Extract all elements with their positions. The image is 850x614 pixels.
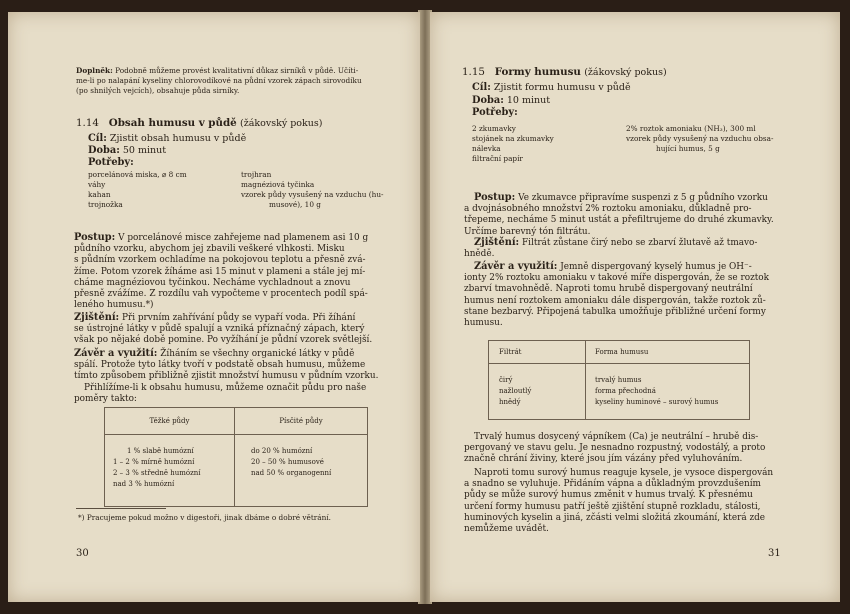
soil-humus-table [104, 407, 368, 507]
conclusion-paragraph: Závěr a využití: Žíháním se všechny organické látky v půdě spálí. Protože tyto látky tvoří v podstatě obsah humusu, můžeme tímto způsobem přibližně zjistit množství humusu v půdním vzorku. Přihlížíme-li k obsahu humusu, můžeme označit půdu pro naše poměry takto: [74, 348, 379, 404]
table-column-filtrate: čirý nažloutlý hnědý [499, 376, 532, 406]
left-page [8, 12, 420, 602]
supplies-left-list: 2 zkumavky stojánek na zkumavky nálevka filtrační papír [472, 124, 554, 163]
section-title: Formy humusu [494, 66, 581, 78]
conclusion-paragraph: Závěr a využití: Jemně dispergovaný kyselý humus je OH⁻- ionty 2% roztoku amoniaku v takové míře dispergován, že se roztok zbarví tmavohnědě. Naproti tomu hrubě dispergovaný neutrální humus není roztokem amoniaku dále dispergován, takže roztok zů- stane bezbarvý. Připojená tabulka umožňuje přibližné určení formy humusu. [464, 261, 770, 329]
humus-form-table [488, 340, 750, 420]
table-header: Písčité půdy [279, 417, 323, 425]
page-number: 31 [768, 548, 781, 559]
right-page [430, 12, 840, 602]
goal-block: Cíl: Zjistit obsah humusu v půdě Doba: 50 minut Potřeby: [88, 133, 247, 168]
table-column-heavy-soils: 1 % slabě humózní 1 – 2 % mírně humózní 2 – 3 % středně humózní nad 3 % humózní [113, 447, 201, 488]
page-number: 30 [76, 548, 89, 559]
table-column-sandy-soils: do 20 % humózní 20 – 50 % humusové nad 50 % organogenní [251, 447, 332, 477]
findings-paragraph: Zjištění: Při prvním zahřívání půdy se vypaří voda. Při žíhání se ústrojné látky v půdě spalují a vzniká příznačný zápach, který však po nějaké době pomine. Po vyžíhání je půdní vzorek světlejší. [74, 312, 373, 346]
supplies-right-list: trojhran magnéziová tyčinka vzorek půdy vysušený na vzduchu (hu- musové), 10 g [241, 170, 384, 209]
table-header: Filtrát [499, 348, 522, 356]
procedure-paragraph: Postup: V porcelánové misce zahřejeme nad plamenem asi 10 g půdního vzorku, abychom jej zbavili veškeré vlhkosti. Misku s půdním vzorkem ochladíme na pokojovou teplotu a přesně zvá- žíme. Potom vzorek žíháme asi 15 minut v plameni a stále jej mí- cháme magnéziovou tyčinkou. Necháme vychladnout a znovu přesně zvážíme. Z rozdílu vah vypočteme v procentech podíl spá- leného humusu.*) [74, 232, 369, 311]
findings-paragraph: Zjištění: Filtrát zůstane čirý nebo se zbarví žlutavě až tmavo- hnědě. [464, 237, 758, 260]
goal-block: Cíl: Zjistit formu humusu v půdě Doba: 10 minut Potřeby: [472, 82, 631, 118]
footnote-divider [76, 508, 166, 509]
supplies-right-list: 2% roztok amoniaku (NH₃), 300 ml vzorek půdy vysušený na vzduchu obsa- hující humus, 5 g [626, 124, 774, 153]
footnote: *) Pracujeme pokud možno v digestoři, jinak dbáme o dobré větrání. [78, 513, 331, 522]
paragraph-raw-humus: Naproti tomu surový humus reaguje kysele, je vysoce dispergován a snadno se vyluhuje. Přidáním vápna a důkladným provzdušením půdy se může surový humus změnit v humus trvalý. K přesnému určení formy humusu patří ještě zjištění stupně rozkladu, stálosti, huminových kyselin a jiná, zčásti velmi složitá zkoumání, která zde nemůžeme uvádět. [464, 468, 774, 535]
supplement-note: Doplněk: Podobně můžeme provést kvalitativní důkaz sirníků v půdě. Učíti- me-li po nalapání kyseliny chlorovodíkové na půdní vzorek zápach sirovodíku (po shnilých vejcích), obsahuje půda sirníky. [76, 66, 362, 95]
table-header: Těžké půdy [149, 417, 190, 425]
procedure-paragraph: Postup: Ve zkumavce připravíme suspenzi z 5 g půdního vzorku a dvojnásobného množství 2% roztoku amoniaku, důkladně pro- třepeme, necháme 5 minut ustát a přefiltrujeme do druhé zkumavky. Určíme barevný tón filtrátu. [464, 192, 774, 237]
section-heading-1-15: 1.15 Formy humusu (žákovský pokus) [462, 66, 667, 78]
table-header: Forma humusu [595, 348, 649, 356]
table-column-humus-form: trvalý humus forma přechodná kyseliny huminové – surový humus [595, 376, 719, 406]
section-title: Obsah humusu v půdě [108, 117, 237, 129]
paragraph-permanent-humus: Trvalý humus dosycený vápníkem (Ca) je neutrální – hrubě dis- pergovaný ve stavu gelu. Je nesnadno rozpustný, vodostálý, a proto značně chrání živiny, které jsou jím vázány před vyluhováním. [464, 432, 766, 465]
section-heading-1-14: 1.14 Obsah humusu v půdě (žákovský pokus) [76, 117, 323, 129]
supplement-label: Doplněk: [76, 66, 113, 75]
supplies-left-list: porcelánová miska, ⌀ 8 cm váhy kahan trojnožka [88, 170, 187, 209]
